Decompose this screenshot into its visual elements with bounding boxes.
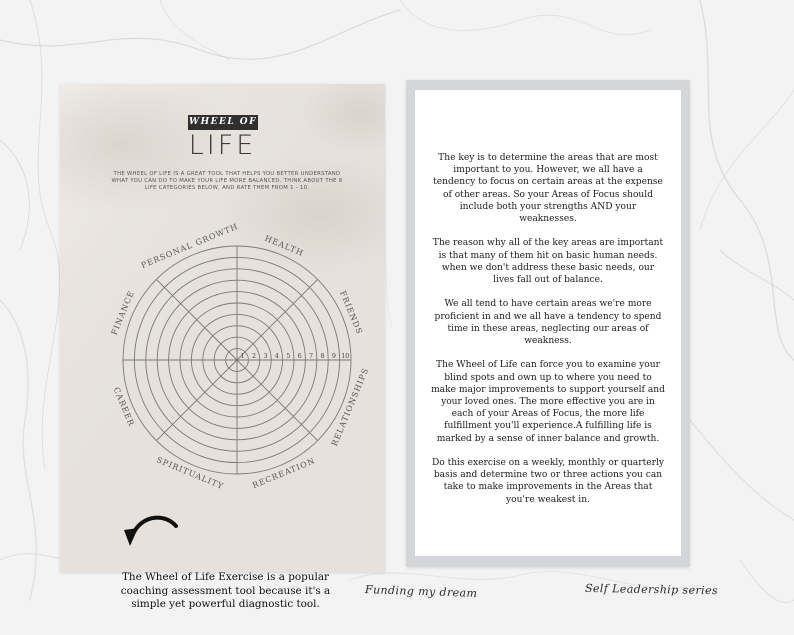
category-label: SPIRITUALITY bbox=[155, 455, 226, 492]
scale-tick-label: 2 bbox=[252, 352, 257, 360]
scale-tick-label: 4 bbox=[274, 352, 279, 360]
intro-text: THE WHEEL OF LIFE IS A GREAT TOOL THAT HELPS YOU BETTER UNDERSTAND WHAT YOU CAN DO TO MAKE YOUR LIFE MORE BALANCED. THINK ABOUT THE 8 LIFE CATEGORIES BELOW, AND RATE THEM FROM 1 - 10. bbox=[111, 171, 343, 191]
scale-tick-label: 8 bbox=[320, 352, 325, 360]
category-label: FINANCE bbox=[109, 289, 137, 337]
explanation-card bbox=[406, 80, 690, 567]
handwriting-left: Funding my dream bbox=[364, 583, 478, 600]
paragraph-5: Do this exercise on a weekly, monthly or quarterly basis and determine two or three actions you can take to make improvements in the Areas that you're weakest in. bbox=[431, 458, 664, 505]
scale-tick-label: 5 bbox=[286, 352, 291, 360]
category-label: FRIENDS bbox=[338, 289, 365, 336]
paragraph-4: The Wheel of Life can force you to examine your blind spots and own up to where you need to make major improvements to support yourself and your loved ones. The more effective you are in each of your Areas of Focus, the more life fulfillment you'll experience.A fulfilling life is marked by a sense of inner balance and growth. bbox=[431, 360, 665, 444]
scale-tick-label: 3 bbox=[263, 352, 268, 360]
scale-tick-label: 1 bbox=[240, 352, 245, 360]
title-small: WHEEL OF bbox=[188, 115, 258, 130]
explanation-inner bbox=[415, 90, 681, 556]
paragraph-2: The reason why all of the key areas are important is that many of them hit on basic human needs. when we don't address these basic needs, our lives fall out of balance. bbox=[432, 238, 664, 286]
category-label: CAREER bbox=[111, 385, 136, 428]
paragraph-1: The key is to determine the areas that are most important to you. However, we all have a tendency to focus on certain areas at the expense of other areas. So your Areas of Focus should include both your strengths AND your weaknesses. bbox=[433, 153, 663, 225]
life-wheel bbox=[60, 84, 385, 572]
category-label: HEALTH bbox=[263, 233, 306, 259]
scale-tick-label: 7 bbox=[309, 352, 314, 360]
title-big: LIFE bbox=[188, 130, 257, 161]
paragraph-3: We all tend to have certain areas we're more proficient in and we all have a tendency to spend time in these areas, neglecting our areas of weakness. bbox=[434, 299, 662, 347]
explanation-text bbox=[431, 152, 665, 518]
wheel-of-life-worksheet bbox=[60, 84, 385, 572]
category-label: PERSONAL GROWTH bbox=[139, 221, 240, 271]
scale-tick-label: 9 bbox=[331, 352, 336, 360]
category-label: RECREATION bbox=[251, 456, 317, 491]
handwriting-right: Self Leadership series bbox=[584, 581, 719, 598]
category-label: RELATIONSHIPS bbox=[329, 366, 371, 448]
caption-text: The Wheel of Life Exercise is a popular coaching assessment tool because it's a simple yet powerful diagnostic tool. bbox=[120, 571, 331, 610]
curved-arrow-icon bbox=[118, 512, 182, 562]
scale-tick-label: 6 bbox=[297, 352, 302, 360]
scale-tick-label: 10 bbox=[341, 352, 350, 360]
